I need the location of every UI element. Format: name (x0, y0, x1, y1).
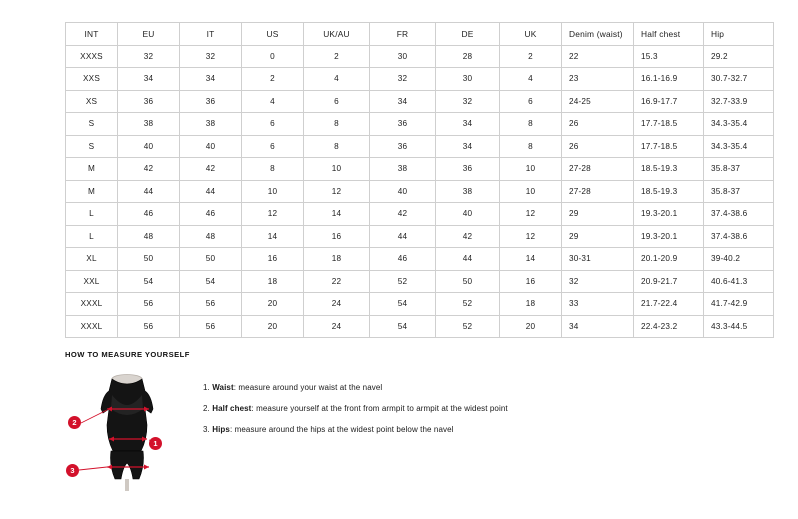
cell-fr: 38 (370, 158, 436, 181)
cell-hip: 37.4-38.6 (704, 203, 774, 226)
cell-hip: 40.6-41.3 (704, 270, 774, 293)
measure-marker-3: 3 (66, 464, 79, 477)
cell-hip: 37.4-38.6 (704, 225, 774, 248)
cell-denim-waist: 27-28 (562, 180, 634, 203)
table-row (66, 45, 774, 68)
cell-uk-au: 14 (304, 203, 370, 226)
cell-int: L (66, 225, 118, 248)
cell-half-chest: 17.7-18.5 (634, 135, 704, 158)
measure-instruction-hips (203, 425, 508, 434)
cell-half-chest: 16.9-17.7 (634, 90, 704, 113)
cell-fr: 34 (370, 90, 436, 113)
cell-hip: 34.3-35.4 (704, 113, 774, 136)
cell-eu: 32 (118, 45, 180, 68)
measure-marker-1: 1 (149, 437, 162, 450)
cell-it: 42 (180, 158, 242, 181)
size-chart-table (65, 22, 774, 338)
table-row (66, 158, 774, 181)
cell-uk-au: 18 (304, 248, 370, 271)
measure-index-1: 1. (203, 383, 210, 392)
cell-half-chest: 20.1-20.9 (634, 248, 704, 271)
cell-uk-au: 24 (304, 315, 370, 338)
measure-term-hips: Hips (212, 425, 230, 434)
cell-us: 18 (242, 270, 304, 293)
table-row (66, 68, 774, 91)
table-row (66, 248, 774, 271)
cell-uk-au: 24 (304, 293, 370, 316)
cell-eu: 34 (118, 68, 180, 91)
cell-us: 0 (242, 45, 304, 68)
measure-term-half-chest: Half chest (212, 404, 252, 413)
cell-it: 36 (180, 90, 242, 113)
cell-it: 32 (180, 45, 242, 68)
cell-denim-waist: 34 (562, 315, 634, 338)
table-row (66, 270, 774, 293)
cell-eu: 44 (118, 180, 180, 203)
cell-de: 50 (436, 270, 500, 293)
cell-half-chest: 19.3-20.1 (634, 203, 704, 226)
cell-uk-au: 10 (304, 158, 370, 181)
column-header-eu: EU (118, 23, 180, 46)
cell-fr: 36 (370, 113, 436, 136)
cell-denim-waist: 30-31 (562, 248, 634, 271)
cell-hip: 35.8-37 (704, 158, 774, 181)
cell-de: 32 (436, 90, 500, 113)
cell-de: 28 (436, 45, 500, 68)
cell-int: S (66, 113, 118, 136)
cell-us: 20 (242, 293, 304, 316)
cell-half-chest: 15.3 (634, 45, 704, 68)
cell-hip: 32.7-33.9 (704, 90, 774, 113)
cell-fr: 44 (370, 225, 436, 248)
cell-int: XXS (66, 68, 118, 91)
column-header-uk-au: UK/AU (304, 23, 370, 46)
cell-eu: 50 (118, 248, 180, 271)
cell-us: 14 (242, 225, 304, 248)
cell-it: 56 (180, 315, 242, 338)
cell-denim-waist: 32 (562, 270, 634, 293)
cell-us: 16 (242, 248, 304, 271)
cell-it: 54 (180, 270, 242, 293)
how-to-measure-section (65, 350, 745, 494)
cell-uk: 14 (500, 248, 562, 271)
measure-instruction-waist (203, 383, 508, 392)
cell-de: 38 (436, 180, 500, 203)
cell-denim-waist: 29 (562, 203, 634, 226)
cell-uk-au: 22 (304, 270, 370, 293)
cell-int: XXXL (66, 293, 118, 316)
cell-uk: 6 (500, 90, 562, 113)
cell-uk: 10 (500, 180, 562, 203)
cell-eu: 42 (118, 158, 180, 181)
cell-uk-au: 2 (304, 45, 370, 68)
cell-uk: 8 (500, 113, 562, 136)
measure-text-half-chest: : measure yourself at the front from armpit to armpit at the widest point (251, 404, 508, 413)
cell-fr: 54 (370, 293, 436, 316)
cell-hip: 41.7-42.9 (704, 293, 774, 316)
cell-it: 44 (180, 180, 242, 203)
cell-uk: 18 (500, 293, 562, 316)
cell-uk: 12 (500, 225, 562, 248)
table-row (66, 315, 774, 338)
cell-fr: 36 (370, 135, 436, 158)
table-row (66, 180, 774, 203)
column-header-uk: UK (500, 23, 562, 46)
mannequin-figure-icon (65, 369, 185, 494)
cell-half-chest: 19.3-20.1 (634, 225, 704, 248)
cell-eu: 48 (118, 225, 180, 248)
cell-half-chest: 20.9-21.7 (634, 270, 704, 293)
cell-de: 44 (436, 248, 500, 271)
measure-term-waist: Waist (212, 383, 234, 392)
cell-denim-waist: 22 (562, 45, 634, 68)
cell-us: 10 (242, 180, 304, 203)
cell-fr: 54 (370, 315, 436, 338)
cell-us: 20 (242, 315, 304, 338)
measure-text-hips: : measure around the hips at the widest point below the navel (229, 425, 454, 434)
cell-eu: 46 (118, 203, 180, 226)
table-row (66, 135, 774, 158)
cell-hip: 35.8-37 (704, 180, 774, 203)
cell-de: 34 (436, 113, 500, 136)
cell-hip: 39-40.2 (704, 248, 774, 271)
cell-uk: 4 (500, 68, 562, 91)
cell-int: XS (66, 90, 118, 113)
cell-uk: 2 (500, 45, 562, 68)
cell-int: S (66, 135, 118, 158)
column-header-hip: Hip (704, 23, 774, 46)
cell-hip: 34.3-35.4 (704, 135, 774, 158)
cell-uk-au: 8 (304, 135, 370, 158)
cell-uk-au: 12 (304, 180, 370, 203)
cell-hip: 43.3-44.5 (704, 315, 774, 338)
cell-de: 36 (436, 158, 500, 181)
cell-us: 2 (242, 68, 304, 91)
cell-us: 8 (242, 158, 304, 181)
cell-it: 48 (180, 225, 242, 248)
cell-eu: 56 (118, 315, 180, 338)
cell-uk: 16 (500, 270, 562, 293)
cell-eu: 54 (118, 270, 180, 293)
column-header-us: US (242, 23, 304, 46)
cell-fr: 30 (370, 45, 436, 68)
cell-it: 46 (180, 203, 242, 226)
column-header-denim-waist: Denim (waist) (562, 23, 634, 46)
cell-denim-waist: 33 (562, 293, 634, 316)
cell-int: XXL (66, 270, 118, 293)
mannequin-illustration (65, 369, 185, 494)
cell-half-chest: 17.7-18.5 (634, 113, 704, 136)
measure-index-3: 3. (203, 425, 210, 434)
cell-uk-au: 6 (304, 90, 370, 113)
cell-half-chest: 22.4-23.2 (634, 315, 704, 338)
table-row (66, 203, 774, 226)
cell-fr: 32 (370, 68, 436, 91)
cell-de: 34 (436, 135, 500, 158)
cell-hip: 29.2 (704, 45, 774, 68)
cell-denim-waist: 29 (562, 225, 634, 248)
cell-eu: 36 (118, 90, 180, 113)
cell-eu: 38 (118, 113, 180, 136)
cell-int: M (66, 180, 118, 203)
cell-de: 52 (436, 293, 500, 316)
column-header-half-chest: Half chest (634, 23, 704, 46)
cell-uk: 8 (500, 135, 562, 158)
cell-fr: 46 (370, 248, 436, 271)
measure-instructions-list (203, 369, 508, 446)
cell-de: 52 (436, 315, 500, 338)
cell-uk-au: 8 (304, 113, 370, 136)
cell-uk-au: 16 (304, 225, 370, 248)
cell-us: 6 (242, 135, 304, 158)
cell-denim-waist: 23 (562, 68, 634, 91)
cell-it: 56 (180, 293, 242, 316)
cell-int: XXXL (66, 315, 118, 338)
cell-it: 50 (180, 248, 242, 271)
cell-denim-waist: 26 (562, 113, 634, 136)
measure-marker-2: 2 (68, 416, 81, 429)
cell-fr: 42 (370, 203, 436, 226)
cell-de: 30 (436, 68, 500, 91)
cell-us: 4 (242, 90, 304, 113)
column-header-it: IT (180, 23, 242, 46)
cell-half-chest: 18.5-19.3 (634, 180, 704, 203)
cell-us: 12 (242, 203, 304, 226)
cell-fr: 52 (370, 270, 436, 293)
table-row (66, 293, 774, 316)
measure-text-waist: : measure around your waist at the navel (233, 383, 383, 392)
cell-de: 42 (436, 225, 500, 248)
cell-it: 40 (180, 135, 242, 158)
measure-index-2: 2. (203, 404, 210, 413)
how-to-measure-title: HOW TO MEASURE YOURSELF (65, 350, 190, 359)
cell-half-chest: 21.7-22.4 (634, 293, 704, 316)
cell-uk: 12 (500, 203, 562, 226)
cell-fr: 40 (370, 180, 436, 203)
cell-uk: 10 (500, 158, 562, 181)
size-chart-container (65, 22, 748, 338)
cell-half-chest: 18.5-19.3 (634, 158, 704, 181)
cell-denim-waist: 24-25 (562, 90, 634, 113)
column-header-de: DE (436, 23, 500, 46)
column-header-fr: FR (370, 23, 436, 46)
cell-de: 40 (436, 203, 500, 226)
cell-half-chest: 16.1-16.9 (634, 68, 704, 91)
cell-uk-au: 4 (304, 68, 370, 91)
cell-eu: 40 (118, 135, 180, 158)
cell-it: 38 (180, 113, 242, 136)
how-to-measure-body (65, 369, 745, 494)
table-row (66, 90, 774, 113)
cell-uk: 20 (500, 315, 562, 338)
cell-denim-waist: 26 (562, 135, 634, 158)
cell-it: 34 (180, 68, 242, 91)
table-row (66, 225, 774, 248)
measure-instruction-half-chest (203, 404, 508, 413)
cell-int: M (66, 158, 118, 181)
cell-int: L (66, 203, 118, 226)
cell-int: XL (66, 248, 118, 271)
cell-int: XXXS (66, 45, 118, 68)
table-row (66, 113, 774, 136)
cell-us: 6 (242, 113, 304, 136)
table-header-row (66, 23, 774, 46)
cell-eu: 56 (118, 293, 180, 316)
column-header-int: INT (66, 23, 118, 46)
cell-denim-waist: 27-28 (562, 158, 634, 181)
cell-hip: 30.7-32.7 (704, 68, 774, 91)
